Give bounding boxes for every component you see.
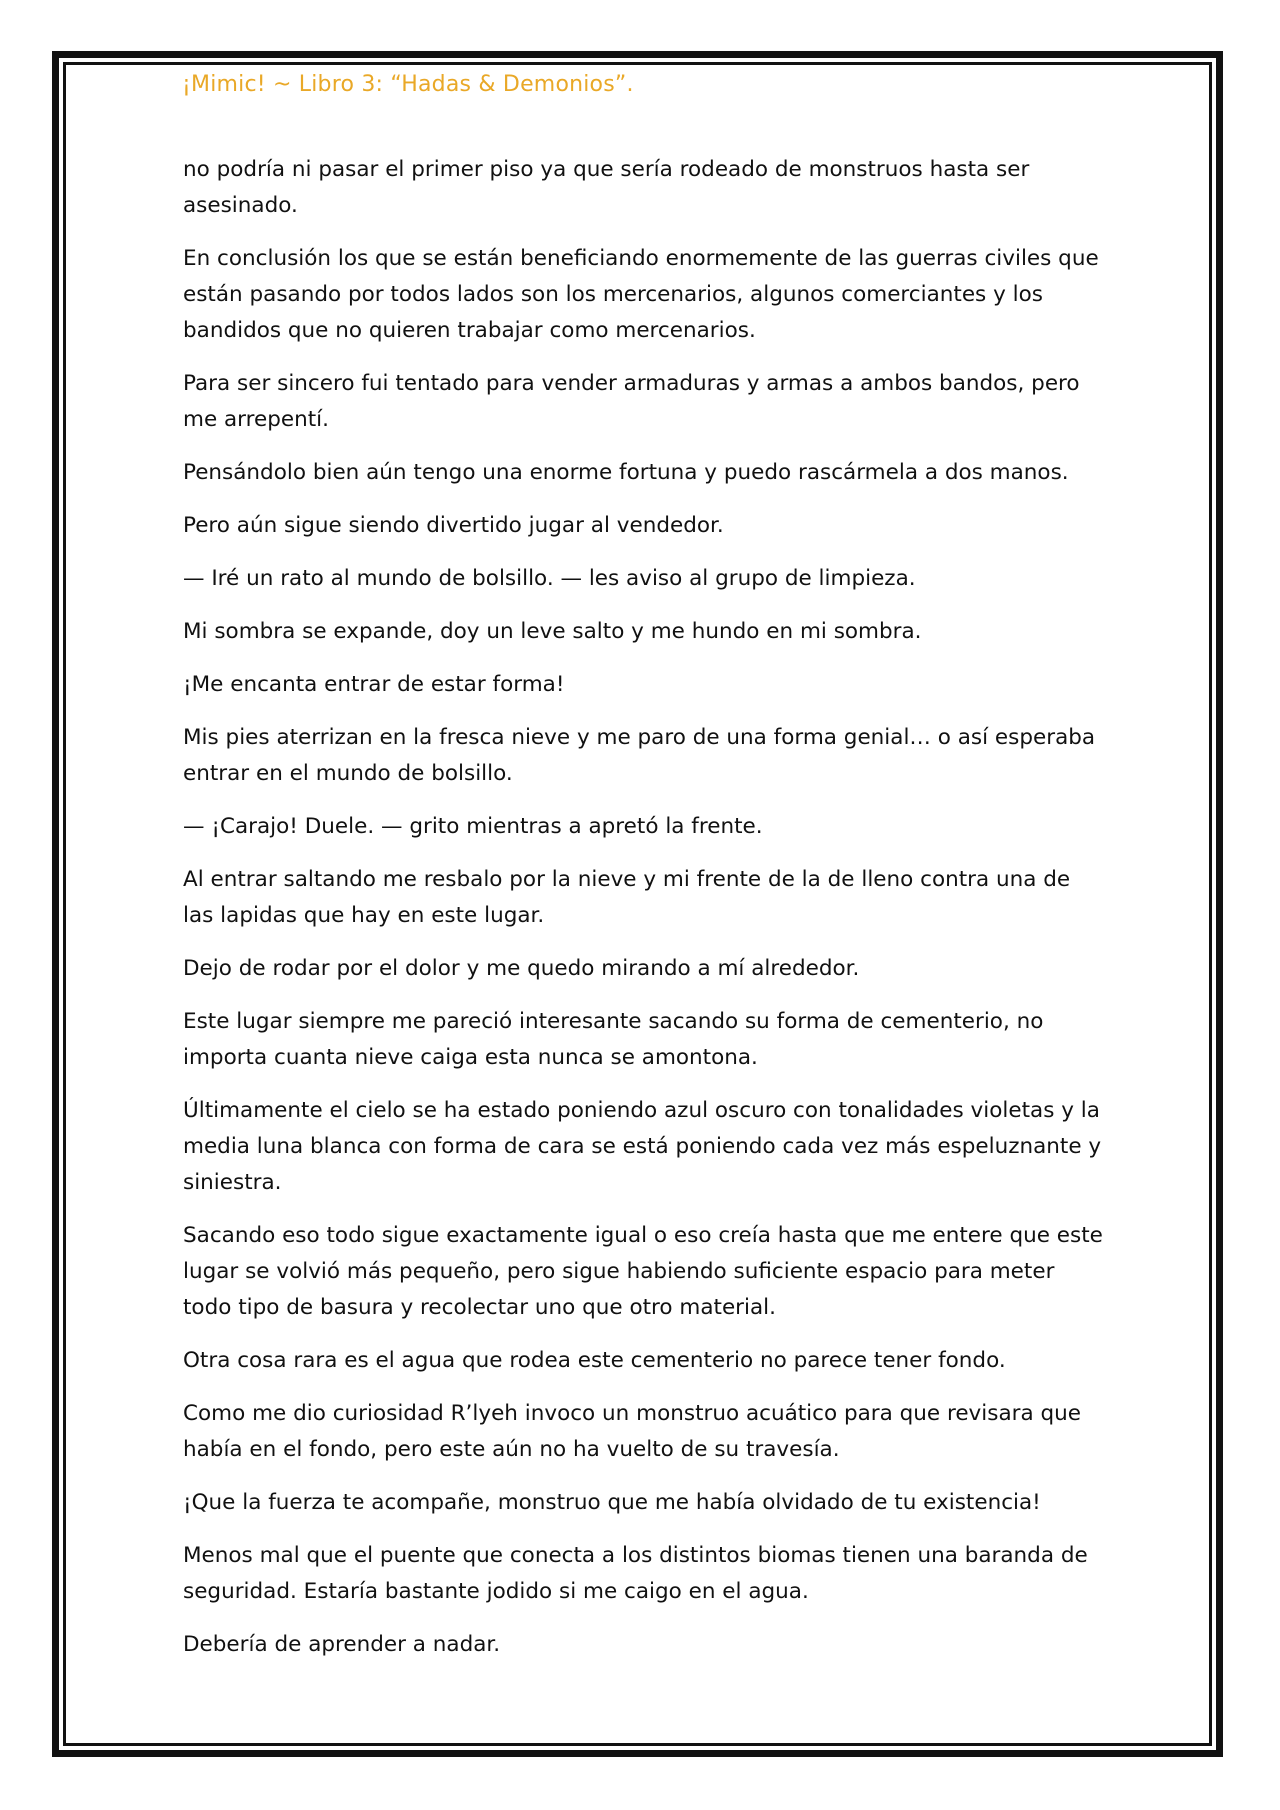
- paragraph: Para ser sincero fui tentado para vender armaduras y armas a ambos bandos, pero me arrepentí.: [183, 371, 1080, 432]
- paragraph: Mis pies aterrizan en la fresca nieve y me paro de una forma genial… o así esperaba entrar en el mundo de bolsillo.: [183, 725, 1096, 786]
- paragraph: Este lugar siempre me pareció interesante sacando su forma de cementerio, no importa cuanta nieve caiga esta nunca se amontona.: [183, 1009, 1044, 1070]
- paragraph: — Iré un rato al mundo de bolsillo. — les aviso al grupo de limpieza.: [183, 566, 916, 591]
- document-body: [183, 152, 1103, 1680]
- paragraph: Mi sombra se expande, doy un leve salto y me hundo en mi sombra.: [183, 619, 922, 644]
- paragraph: En conclusión los que se están beneficiando enormemente de las guerras civiles que están pasando por todos lados son los mercenarios, algunos comerciantes y los bandidos que no quieren trabajar como mercenarios.: [183, 246, 1099, 343]
- paragraph: Menos mal que el puente que conecta a los distintos biomas tienen una baranda de seguridad. Estaría bastante jodido si me caigo en el agua.: [183, 1543, 1088, 1604]
- paragraph: Pensándolo bien aún tengo una enorme fortuna y puedo rascármela a dos manos.: [183, 460, 1069, 485]
- paragraph: — ¡Carajo! Duele. — grito mientras a apretó la frente.: [183, 814, 763, 839]
- paragraph: ¡Que la fuerza te acompañe, monstruo que me había olvidado de tu existencia!: [183, 1490, 1041, 1515]
- paragraph: Pero aún sigue siendo divertido jugar al vendedor.: [183, 513, 724, 538]
- paragraph: Sacando eso todo sigue exactamente igual o eso creía hasta que me entere que este lugar se volvió más pequeño, pero sigue habiendo suficiente espacio para meter todo tipo de basura y recolectar uno que otro material.: [183, 1223, 1103, 1320]
- paragraph: Como me dio curiosidad R’lyeh invoco un monstruo acuático para que revisara que había en el fondo, pero este aún no ha vuelto de su travesía.: [183, 1401, 1081, 1462]
- paragraph: ¡Me encanta entrar de estar forma!: [183, 672, 565, 697]
- paragraph: Debería de aprender a nadar.: [183, 1632, 501, 1657]
- paragraph: Otra cosa rara es el agua que rodea este cementerio no parece tener fondo.: [183, 1348, 1006, 1373]
- running-header: ¡Mimic! ~ Libro 3: “Hadas & Demonios”.: [182, 72, 634, 97]
- paragraph: no podría ni pasar el primer piso ya que sería rodeado de monstruos hasta ser asesinado.: [183, 157, 1030, 218]
- paragraph: Últimamente el cielo se ha estado poniendo azul oscuro con tonalidades violetas y la media luna blanca con forma de cara se está poniendo cada vez más espeluznante y siniestra.: [183, 1098, 1102, 1195]
- paragraph: Dejo de rodar por el dolor y me quedo mirando a mí alrededor.: [183, 956, 860, 981]
- paragraph: Al entrar saltando me resbalo por la nieve y mi frente de la de lleno contra una de las lapidas que hay en este lugar.: [183, 867, 1071, 928]
